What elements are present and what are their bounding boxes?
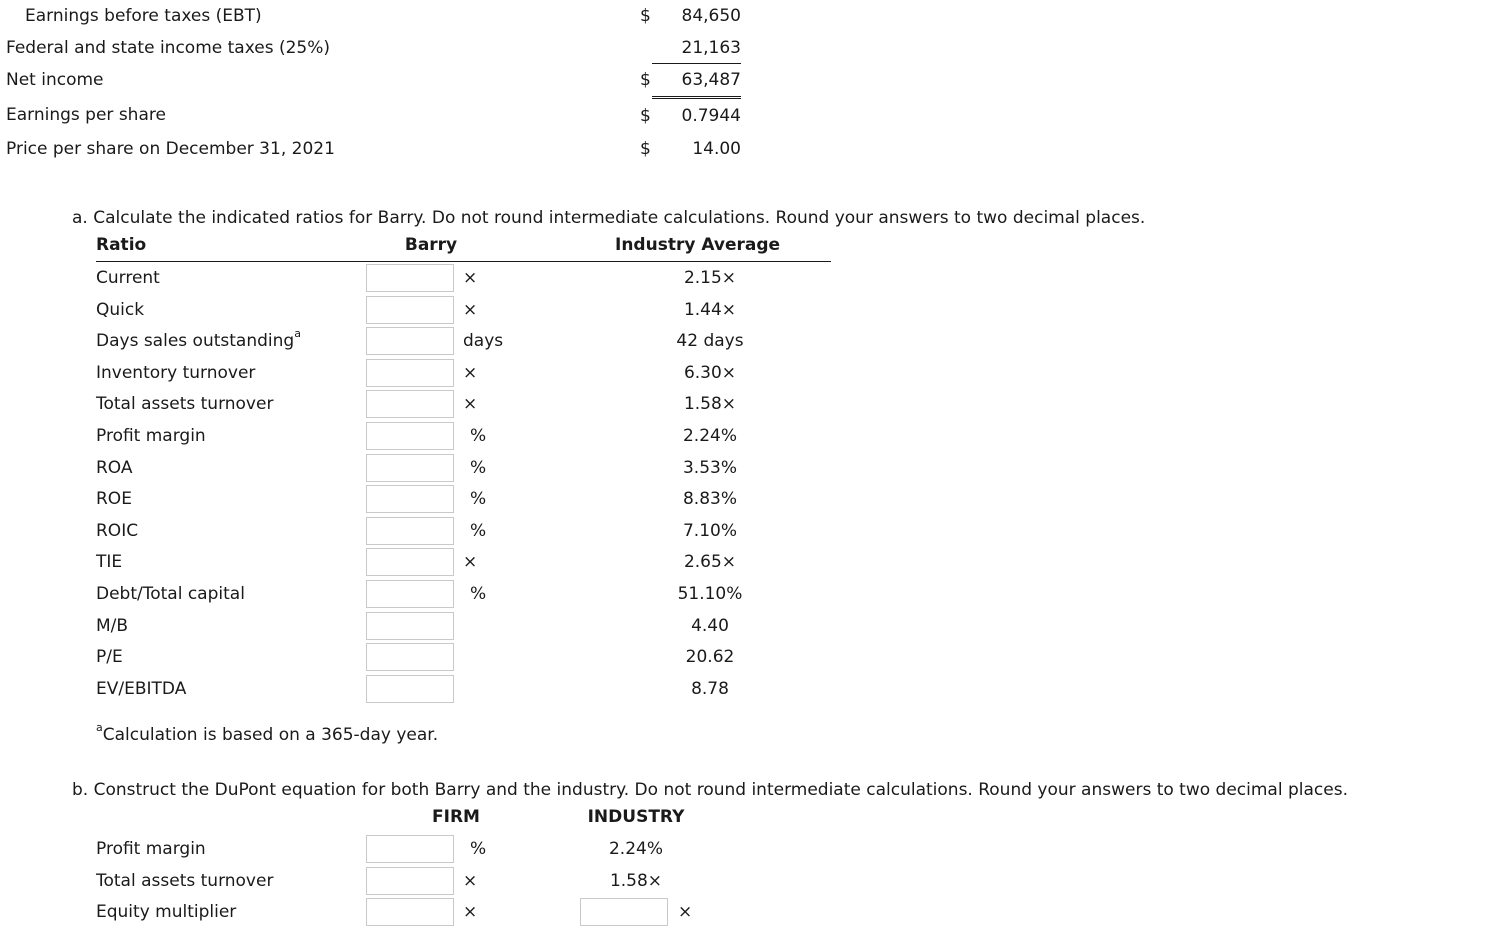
industry-equity-multiplier-input[interactable]: [580, 898, 668, 926]
unit-label: %: [470, 458, 487, 478]
industry-average-value: 2.65×: [683, 552, 737, 572]
ratio-label-text: EV/EBITDA: [96, 679, 187, 699]
industry-average-value: 20.62: [685, 647, 735, 667]
ebt-value: 84,650: [681, 6, 741, 26]
dupont-label: Total assets turnover: [96, 871, 274, 891]
header-industry-average: Industry Average: [615, 235, 781, 255]
barry-ratio-input[interactable]: [366, 327, 454, 355]
barry-ratio-input[interactable]: [366, 548, 454, 576]
net-income-value: 63,487: [681, 70, 741, 90]
industry-average-value: 3.53%: [682, 458, 737, 478]
barry-ratio-input[interactable]: [366, 264, 454, 292]
barry-ratio-input[interactable]: [366, 485, 454, 513]
ratio-label-text: TIE: [96, 552, 123, 572]
net-income-currency: $: [640, 70, 651, 90]
ratio-label-text: ROE: [96, 489, 132, 509]
barry-ratio-input[interactable]: [366, 675, 454, 703]
barry-ratio-input[interactable]: [366, 643, 454, 671]
part-b-instruction: b. Construct the DuPont equation for both Barry and the industry. Do not round intermediate calculations. Round your answers to two decimal places.: [72, 780, 1348, 800]
price-value: 14.00: [692, 139, 741, 159]
footnote-marker: a: [294, 327, 301, 340]
dupont-label: Profit margin: [96, 839, 206, 859]
unit-label: %: [470, 584, 487, 604]
unit-label: ×: [463, 552, 478, 572]
industry-average-value: 1.58×: [683, 394, 737, 414]
ratio-label: [96, 393, 273, 415]
subtotal-rule: [652, 63, 741, 64]
industry-average-value: 2.15×: [683, 268, 737, 288]
ratio-label: [96, 646, 123, 668]
net-income-label: Net income: [6, 70, 104, 90]
ratio-label: [96, 678, 186, 700]
ratio-label-text: Total assets turnover: [96, 394, 274, 414]
ratio-label-text: M/B: [96, 616, 129, 636]
unit-label: ×: [463, 902, 478, 922]
unit-label: ×: [678, 902, 693, 922]
ratio-label: [96, 615, 128, 637]
industry-dupont-value: 2.24%: [608, 839, 663, 859]
ratio-label: [96, 327, 301, 352]
barry-ratio-input[interactable]: [366, 422, 454, 450]
footnote: [96, 721, 439, 746]
eps-currency: $: [640, 106, 651, 126]
part-a-instruction: a. Calculate the indicated ratios for Barry. Do not round intermediate calculations. Round your answers to two decimal places.: [72, 208, 1146, 228]
barry-ratio-input[interactable]: [366, 580, 454, 608]
tax-label: Federal and state income taxes (25%): [6, 38, 331, 58]
ratio-label: [96, 267, 160, 289]
ratio-label-text: ROA: [96, 458, 133, 478]
header-ratio: Ratio: [96, 235, 147, 255]
ratio-label: [96, 520, 138, 542]
unit-label: %: [470, 489, 487, 509]
industry-average-value: 4.40: [691, 616, 729, 636]
header-rule: [96, 261, 831, 262]
firm-dupont-input[interactable]: [366, 835, 454, 863]
ratio-label: [96, 583, 245, 605]
footnote-text: Calculation is based on a 365-day year.: [102, 725, 439, 745]
ratio-label-text: P/E: [96, 647, 123, 667]
ratio-label: [96, 299, 144, 321]
unit-label: ×: [463, 363, 478, 383]
industry-average-value: 8.83%: [682, 489, 737, 509]
industry-average-value: 51.10%: [677, 584, 743, 604]
eps-value: 0.7944: [681, 106, 741, 126]
industry-average-value: 1.44×: [683, 300, 737, 320]
ratio-label-text: Days sales outstanding: [96, 331, 295, 351]
tax-value: 21,163: [681, 38, 741, 58]
ratio-label-text: Debt/Total capital: [96, 584, 245, 604]
total-double-rule: [652, 96, 741, 99]
firm-dupont-input[interactable]: [366, 898, 454, 926]
industry-average-value: 7.10%: [682, 521, 737, 541]
barry-ratio-input[interactable]: [366, 454, 454, 482]
ebt-label: Earnings before taxes (EBT): [25, 6, 262, 26]
unit-label: %: [470, 426, 487, 446]
ebt-currency: $: [640, 6, 651, 26]
price-currency: $: [640, 139, 651, 159]
ratio-label-text: Current: [96, 268, 160, 288]
ratio-label: [96, 457, 133, 479]
unit-label: %: [470, 839, 487, 859]
unit-label: ×: [463, 394, 478, 414]
ratio-label-text: Quick: [96, 300, 145, 320]
header-barry: Barry: [404, 235, 458, 255]
header-firm: FIRM: [432, 807, 480, 827]
ratio-label: [96, 551, 122, 573]
header-industry: INDUSTRY: [587, 807, 685, 827]
industry-dupont-value: 1.58×: [609, 871, 663, 891]
barry-ratio-input[interactable]: [366, 296, 454, 324]
unit-label: ×: [463, 871, 478, 891]
unit-label: ×: [463, 268, 478, 288]
ratio-label: [96, 362, 255, 384]
barry-ratio-input[interactable]: [366, 359, 454, 387]
ratio-label-text: Profit margin: [96, 426, 206, 446]
ratio-label-text: Inventory turnover: [96, 363, 256, 383]
firm-dupont-input[interactable]: [366, 867, 454, 895]
barry-ratio-input[interactable]: [366, 612, 454, 640]
dupont-label: Equity multiplier: [96, 902, 237, 922]
unit-label: ×: [463, 300, 478, 320]
unit-label: days: [463, 331, 504, 351]
industry-average-value: 6.30×: [683, 363, 737, 383]
barry-ratio-input[interactable]: [366, 517, 454, 545]
price-label: Price per share on December 31, 2021: [6, 139, 335, 159]
ratio-label: [96, 425, 206, 447]
ratio-label: [96, 488, 132, 510]
barry-ratio-input[interactable]: [366, 390, 454, 418]
industry-average-value: 42 days: [676, 331, 744, 351]
ratio-label-text: ROIC: [96, 521, 139, 541]
footnote-marker: a: [96, 721, 103, 734]
unit-label: %: [470, 521, 487, 541]
industry-average-value: 8.78: [691, 679, 729, 699]
eps-label: Earnings per share: [6, 105, 166, 125]
industry-average-value: 2.24%: [682, 426, 737, 446]
